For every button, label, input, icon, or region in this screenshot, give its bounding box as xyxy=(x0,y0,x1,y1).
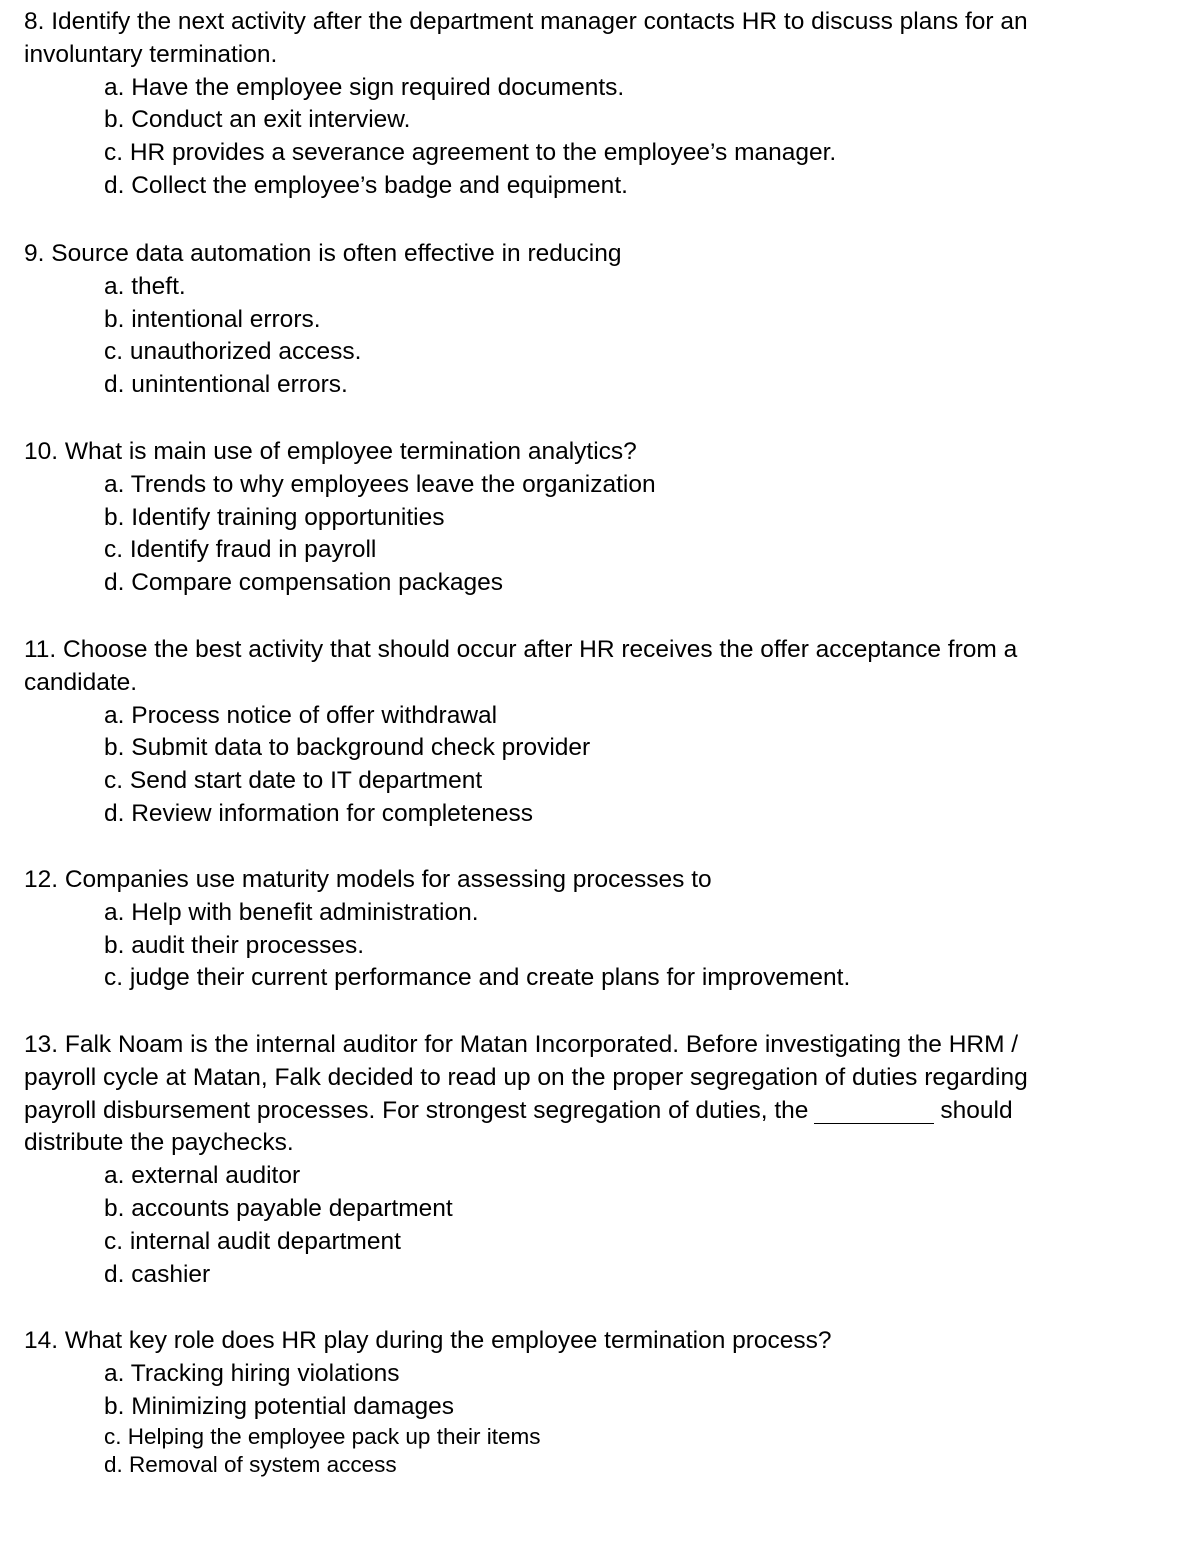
question-10-text: 10. What is main use of employee termination analytics? xyxy=(24,438,637,465)
question-8-options xyxy=(24,72,1104,203)
question-11-option-b: b. Submit data to background check provider xyxy=(104,734,591,762)
answer-blank xyxy=(814,1098,934,1124)
question-11-option-a: a. Process notice of offer withdrawal xyxy=(104,701,498,729)
question-12-option-c: c. judge their current performance and create plans for improvement. xyxy=(104,964,851,992)
question-13-option-b: b. accounts payable department xyxy=(104,1194,453,1222)
question-12-option-b: b. audit their processes. xyxy=(104,931,365,959)
question-14-option-d: d. Removal of system access xyxy=(104,1452,397,1478)
question-8-option-b: b. Conduct an exit interview. xyxy=(104,106,411,134)
question-8-text: 8. Identify the next activity after the department manager contacts HR to discuss plans for an involuntary termination. xyxy=(24,8,1028,68)
question-10 xyxy=(24,436,1104,600)
question-14-option-b: b. Minimizing potential damages xyxy=(104,1392,454,1420)
question-14-options xyxy=(24,1358,1104,1424)
question-14-option-c: c. Helping the employee pack up their items xyxy=(104,1424,541,1450)
question-10-option-a: a. Trends to why employees leave the organization xyxy=(104,470,656,498)
question-9-option-d: d. unintentional errors. xyxy=(104,371,348,399)
question-13-text-before: 13. Falk Noam is the internal auditor for Matan Incorporated. Before investigating the HRM / payroll cycle at Matan, Falk decided to read up on the proper segregation of duties regarding payroll disbursement processes. For strongest segregation of duties, the xyxy=(24,1031,1028,1124)
question-10-option-d: d. Compare compensation packages xyxy=(104,569,504,597)
question-13 xyxy=(24,1029,1054,1291)
question-9-option-c: c. unauthorized access. xyxy=(104,338,362,366)
question-9 xyxy=(24,238,1104,402)
question-12 xyxy=(24,864,1104,995)
question-13-options xyxy=(24,1160,1054,1291)
question-10-option-b: b. Identify training opportunities xyxy=(104,503,445,531)
question-13-option-a: a. external auditor xyxy=(104,1162,301,1190)
question-13-option-d: d. cashier xyxy=(104,1260,211,1288)
question-12-option-a: a. Help with benefit administration. xyxy=(104,898,479,926)
question-14-text: 14. What key role does HR play during the employee termination process? xyxy=(24,1327,832,1354)
question-8 xyxy=(24,6,1104,203)
question-8-option-d: d. Collect the employee’s badge and equipment. xyxy=(104,171,628,199)
question-13-text-after: should distribute the paychecks. xyxy=(24,1096,1013,1157)
question-11-options xyxy=(24,700,1104,831)
question-13-option-c: c. internal audit department xyxy=(104,1227,401,1255)
question-14-options-small xyxy=(24,1423,1104,1479)
question-11 xyxy=(24,634,1104,831)
question-12-options xyxy=(24,897,1104,995)
question-9-options xyxy=(24,271,1104,402)
question-8-option-a: a. Have the employee sign required documents. xyxy=(104,73,625,101)
question-11-text: 11. Choose the best activity that should occur after HR receives the offer acceptance from a candidate. xyxy=(24,636,1018,696)
question-13-text xyxy=(24,1029,1054,1160)
question-8-option-c: c. HR provides a severance agreement to the employee’s manager. xyxy=(104,139,837,167)
question-11-option-c: c. Send start date to IT department xyxy=(104,767,483,795)
question-9-option-b: b. intentional errors. xyxy=(104,305,321,333)
question-9-text: 9. Source data automation is often effective in reducing xyxy=(24,240,622,267)
question-10-options xyxy=(24,469,1104,600)
question-9-option-a: a. theft. xyxy=(104,272,186,300)
question-14 xyxy=(24,1325,1104,1479)
question-12-text: 12. Companies use maturity models for assessing processes to xyxy=(24,866,712,893)
question-10-option-c: c. Identify fraud in payroll xyxy=(104,536,377,564)
question-11-option-d: d. Review information for completeness xyxy=(104,799,533,827)
question-14-option-a: a. Tracking hiring violations xyxy=(104,1359,400,1387)
